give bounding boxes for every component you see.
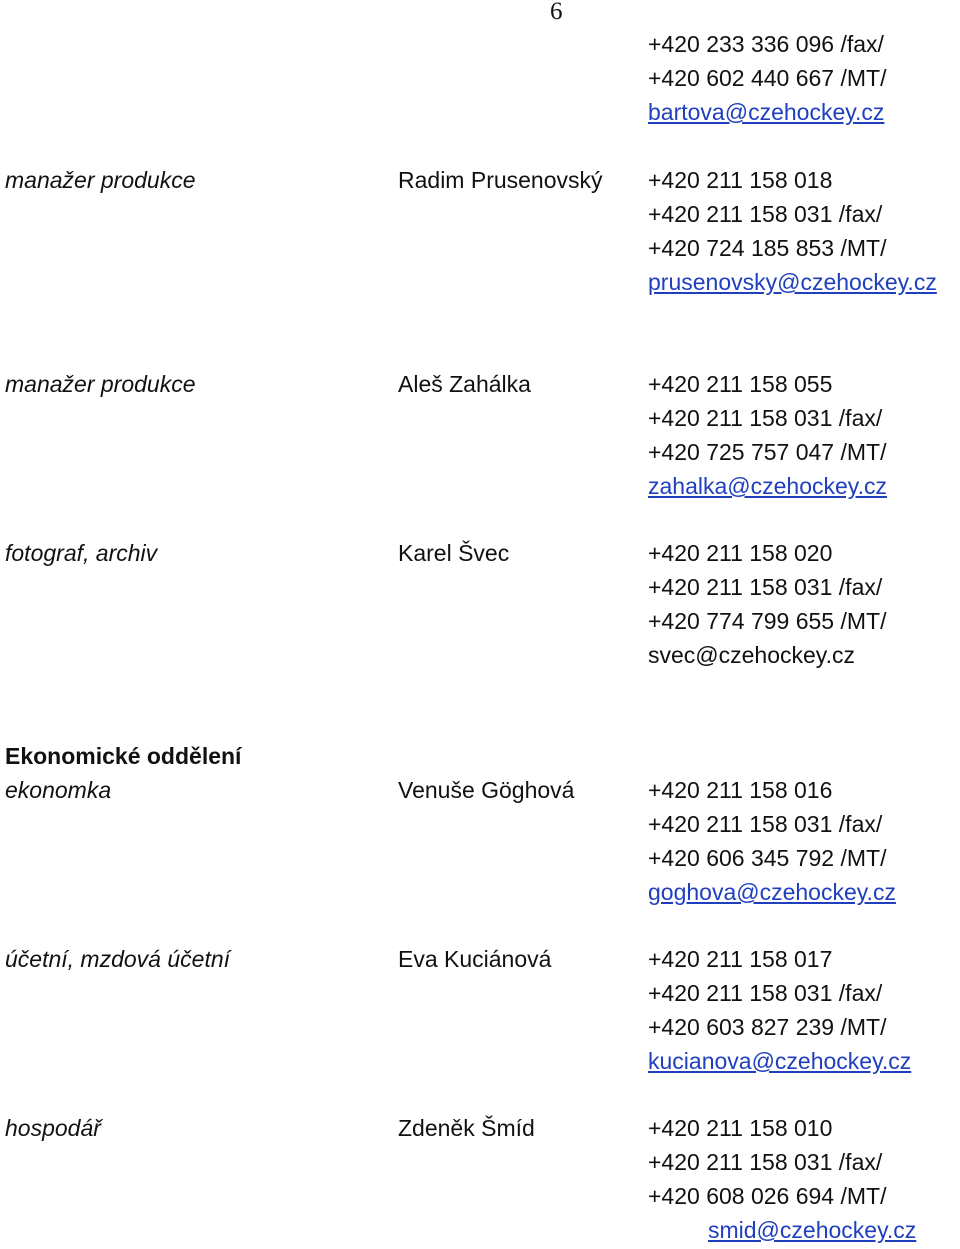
mobile-number: +420 606 345 792 /MT/ [648, 845, 887, 871]
person-name: Aleš Zahálka [398, 371, 531, 397]
job-role: manažer produkce [5, 167, 196, 193]
mobile-number: +420 774 799 655 /MT/ [648, 608, 887, 634]
job-role: ekonomka [5, 777, 112, 803]
fax-number: +420 211 158 031 /fax/ [648, 980, 883, 1006]
phone-number: +420 211 158 055 [648, 371, 833, 397]
email-link[interactable]: goghova@czehockey.cz [648, 879, 896, 905]
fax-number: +420 211 158 031 /fax/ [648, 1149, 883, 1175]
mobile-number: +420 608 026 694 /MT/ [648, 1183, 887, 1209]
fax-number: +420 211 158 031 /fax/ [648, 405, 883, 431]
email-link[interactable]: bartova@czehockey.cz [648, 99, 885, 125]
email-text: svec@czehockey.cz [648, 642, 855, 668]
mobile-number: +420 725 757 047 /MT/ [648, 439, 887, 465]
phone-number: +420 211 158 017 [648, 946, 833, 972]
phone-number: +420 211 158 018 [648, 167, 833, 193]
person-name: Venuše Göghová [398, 777, 575, 803]
page-number: 6 [550, 0, 563, 25]
fax-number: +420 211 158 031 /fax/ [648, 811, 883, 837]
email-link[interactable]: kucianova@czehockey.cz [648, 1048, 912, 1074]
job-role: fotograf, archiv [5, 540, 158, 566]
fax-number: +420 233 336 096 /fax/ [648, 31, 884, 57]
mobile-number: +420 724 185 853 /MT/ [648, 235, 887, 261]
job-role: manažer produkce [5, 371, 196, 397]
person-name: Radim Prusenovský [398, 167, 603, 193]
mobile-number: +420 603 827 239 /MT/ [648, 1014, 887, 1040]
email-link[interactable]: zahalka@czehockey.cz [648, 473, 887, 499]
fax-number: +420 211 158 031 /fax/ [648, 574, 883, 600]
person-name: Eva Kuciánová [398, 946, 552, 972]
person-name: Karel Švec [398, 540, 510, 566]
email-link[interactable]: smid@czehockey.cz [708, 1217, 917, 1243]
phone-number: +420 211 158 016 [648, 777, 833, 803]
email-link[interactable]: prusenovsky@czehockey.cz [648, 269, 937, 295]
job-role: účetní, mzdová účetní [5, 946, 231, 972]
phone-number: +420 211 158 020 [648, 540, 833, 566]
job-role: hospodář [5, 1115, 101, 1141]
person-name: Zdeněk Šmíd [398, 1115, 535, 1141]
mobile-number: +420 602 440 667 /MT/ [648, 65, 887, 91]
section-heading: Ekonomické oddělení [5, 743, 242, 769]
fax-number: +420 211 158 031 /fax/ [648, 201, 883, 227]
phone-number: +420 211 158 010 [648, 1115, 833, 1141]
